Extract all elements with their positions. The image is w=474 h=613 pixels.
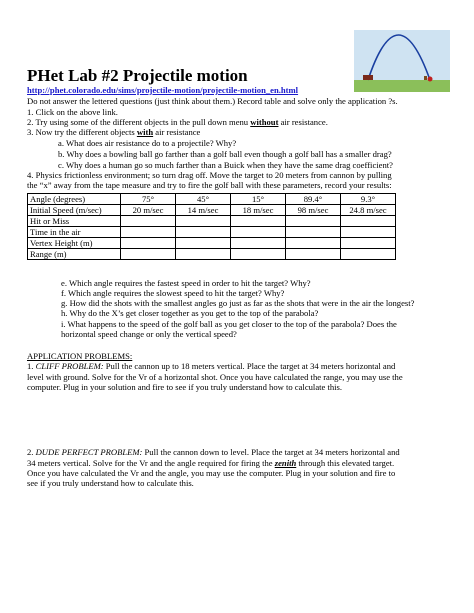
row-label: Hit or Miss [28, 216, 121, 227]
step-2-pre: 2. Try using some of the different objects in the pull down menu [27, 117, 251, 127]
problem-2-text-2-post: through this elevated target. [296, 458, 395, 468]
table-cell [341, 249, 396, 260]
step-3-pre: 3. Now try the different objects [27, 127, 137, 137]
row-label: Vertex Height (m) [28, 238, 121, 249]
problem-1-line-1 [27, 361, 395, 371]
table-cell: 75° [121, 194, 176, 205]
applications-heading: APPLICATION PROBLEMS: [27, 351, 133, 361]
problem-1-number: 1. [27, 361, 36, 371]
row-label: Time in the air [28, 227, 121, 238]
table-row [28, 205, 396, 216]
problem-1-line-2: level with ground. Solve for the Vr of a horizontal shot. Once you have calculated the range, you may use the [27, 372, 403, 382]
table-cell [231, 216, 286, 227]
table-cell: 15° [231, 194, 286, 205]
table-cell [286, 216, 341, 227]
table-cell [341, 238, 396, 249]
row-label: Angle (degrees) [28, 194, 121, 205]
table-row [28, 216, 396, 227]
table-row [28, 238, 396, 249]
table-row [28, 249, 396, 260]
table-cell [341, 216, 396, 227]
question-i-line-1: i. What happens to the speed of the golf ball as you get closer to the top of the parabola? Does the [61, 319, 397, 329]
table-cell [121, 238, 176, 249]
problem-2-line-4: see if you truly understand how to calculate this. [27, 478, 194, 488]
problem-2-line-2 [27, 458, 394, 468]
question-f: f. Which angle requires the slowest speed to hit the target? Why? [61, 288, 285, 298]
step-2 [27, 117, 328, 127]
step-2-post: air resistance. [278, 117, 328, 127]
question-i-line-2: horizontal speed change or only the vertical speed? [61, 329, 237, 339]
problem-1-line-3: computer. Plug in your solution and fire to see if you truly understand how to calculate this. [27, 382, 343, 392]
table-cell [286, 249, 341, 260]
simulation-link[interactable]: http://phet.colorado.edu/sims/projectile-motion/projectile-motion_en.html [27, 85, 299, 95]
table-cell [176, 249, 231, 260]
table-cell [176, 227, 231, 238]
table-cell [176, 216, 231, 227]
step-3-emphasis: with [136, 127, 154, 137]
problem-2-line-3: Once you have calculated the Vr and the angle, you may use the computer. Plug in your solution and fire to [27, 468, 396, 478]
question-3a: a. What does air resistance do to a projectile? Why? [58, 138, 237, 148]
problem-2-number: 2. [27, 447, 36, 457]
question-3b: b. Why does a bowling ball go farther than a golf ball even though a golf ball has a smaller drag? [58, 149, 392, 159]
step-3 [27, 127, 200, 137]
problem-2-text-2-pre: 34 meters vertical. Solve for the Vr and the angle required for firing the [27, 458, 275, 468]
table-cell [231, 238, 286, 249]
step-3-post: air resistance [153, 127, 201, 137]
table-cell [121, 249, 176, 260]
projectile-simulation-image [354, 30, 450, 92]
problem-2-line-1 [27, 447, 400, 457]
row-label: Range (m) [28, 249, 121, 260]
problem-2-title: DUDE PERFECT PROBLEM: [35, 447, 143, 457]
problem-1-title: CLIFF PROBLEM: [35, 361, 104, 371]
table-cell [341, 227, 396, 238]
problem-2-text-1: Pull the cannon down to level. Place the target at 34 meters horizontal and [142, 447, 400, 457]
table-row [28, 227, 396, 238]
page-title: PHet Lab #2 Projectile motion [27, 66, 248, 85]
table-cell [121, 216, 176, 227]
table-cell [231, 249, 286, 260]
table-cell [286, 227, 341, 238]
table-cell: 20 m/sec [121, 205, 176, 216]
question-h: h. Why do the X’s get closer together as you get to the top of the parabola? [61, 308, 319, 318]
table-cell: 18 m/sec [231, 205, 286, 216]
results-table [27, 193, 396, 260]
table-cell: 9.3° [341, 194, 396, 205]
step-2-emphasis: without [250, 117, 279, 127]
step-1: 1. Click on the above link. [27, 107, 118, 117]
table-cell: 24.8 m/sec [341, 205, 396, 216]
row-label: Initial Speed (m/sec) [28, 205, 121, 216]
table-cell: 98 m/sec [286, 205, 341, 216]
step-4-line-1: 4. Physics frictionless environment; so turn drag off. Move the target to 20 meters from cannon by pulling [27, 170, 392, 180]
table-cell [286, 238, 341, 249]
problem-1-text-1: Pull the cannon up to 18 meters vertical. Place the target at 34 meters horizontal and [103, 361, 396, 371]
table-row [28, 194, 396, 205]
table-cell [176, 238, 231, 249]
problem-2-emphasis: zenith [274, 458, 297, 468]
instruction-text: Do not answer the lettered questions (just think about them.) Record table and solve only the application ?s. [27, 96, 398, 106]
table-cell: 45° [176, 194, 231, 205]
question-3c: c. Why does a human go so much farther than a Buick when they have the same drag coefficient? [58, 160, 393, 170]
table-cell: 14 m/sec [176, 205, 231, 216]
table-cell [231, 227, 286, 238]
table-cell [121, 227, 176, 238]
question-e: e. Which angle requires the fastest speed in order to hit the target? Why? [61, 278, 311, 288]
question-g: g. How did the shots with the smallest angles go just as far as the shots that were in the air the longest? [61, 298, 415, 308]
table-cell: 89.4° [286, 194, 341, 205]
step-4-line-2: the “x” away from the tape measure and try to fire the golf ball with these parameters, record your results: [27, 180, 392, 190]
